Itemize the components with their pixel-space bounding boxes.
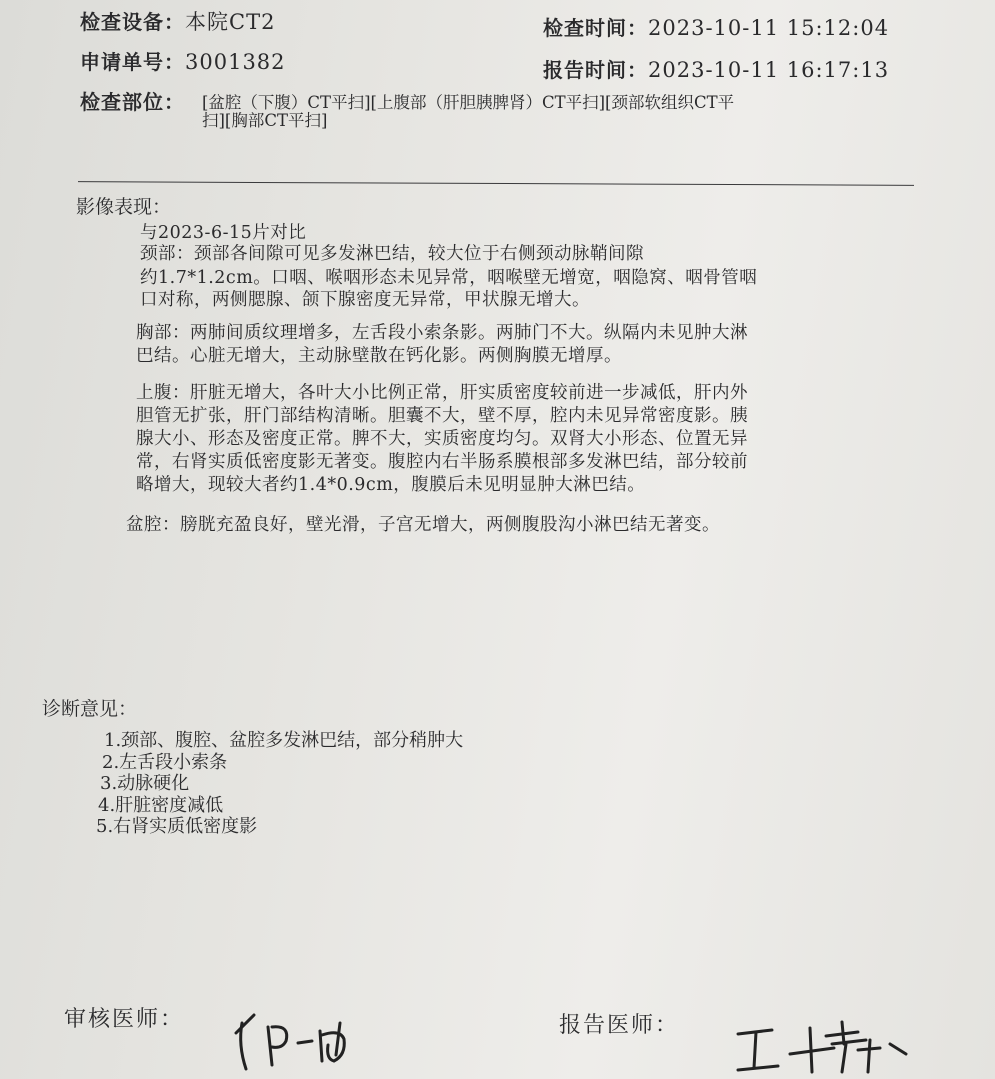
request-value: 3001382 <box>185 50 286 74</box>
exam-time-label: 检查时间： <box>543 16 648 40</box>
reviewer-signature <box>228 1005 388 1075</box>
neck-line-1: 颈部：颈部各间隙可见多发淋巴结，较大位于右侧颈动脉鞘间隙 <box>140 244 644 264</box>
diagnosis-item-5: 5.右肾实质低密度影 <box>96 816 258 837</box>
reporter-label: 报告医师： <box>559 1013 680 1038</box>
exam-time-row <box>543 12 889 41</box>
pelvis-line-1: 盆腔：膀胱充盈良好，壁光滑，子宫无增大，两侧腹股沟小淋巴结无著变。 <box>126 515 720 535</box>
request-row <box>80 46 286 75</box>
report-time-label: 报告时间： <box>543 58 648 82</box>
chest-line-2: 巴结。心脏无增大，主动脉壁散在钙化影。两侧胸膜无增厚。 <box>136 346 622 366</box>
findings-compare: 与2023-6-15片对比 <box>140 223 307 243</box>
device-row <box>80 6 275 36</box>
device-label: 检查设备： <box>80 10 185 34</box>
diagnosis-item-3: 3.动脉硬化 <box>100 773 190 794</box>
device-value: 本院CT2 <box>185 10 276 34</box>
diagnosis-item-2: 2.左舌段小索条 <box>102 752 228 773</box>
report-time-row <box>543 54 889 83</box>
reviewer-label: 审核医师： <box>64 1007 185 1032</box>
reporter-signature <box>730 1014 920 1076</box>
abdomen-line-3: 腺大小、形态及密度正常。脾不大，实质密度均匀。双肾大小形态、位置无异 <box>136 429 748 449</box>
findings-title: 影像表现： <box>76 196 172 218</box>
abdomen-line-2: 胆管无扩张，肝门部结构清晰。胆囊不大，壁不厚，腔内未见异常密度影。胰 <box>136 406 748 426</box>
request-label: 申请单号： <box>80 50 185 74</box>
abdomen-line-4: 常，右肾实质低密度影无著变。腹腔内右半肠系膜根部多发淋巴结，部分较前 <box>136 452 748 472</box>
exam-time-value: 2023-10-11 15:12:04 <box>648 16 890 40</box>
abdomen-line-5: 略增大，现较大者约1.4*0.9cm，腹膜后未见明显肿大淋巴结。 <box>136 475 646 495</box>
diagnosis-title: 诊断意见： <box>42 698 138 720</box>
neck-line-2: 约1.7*1.2cm。口咽、喉咽形态未见异常，咽喉壁无增宽，咽隐窝、咽骨管咽 <box>140 268 758 288</box>
report-time-value: 2023-10-11 16:17:13 <box>648 58 890 82</box>
part-value-line1: [盆腔（下腹）CT平扫][上腹部（肝胆胰脾肾）CT平扫][颈部软组织CT平 <box>202 93 735 112</box>
diagnosis-item-1: 1.颈部、腹腔、盆腔多发淋巴结，部分稍肿大 <box>104 730 464 751</box>
header-divider <box>78 181 914 186</box>
chest-line-1: 胸部：两肺间质纹理增多，左舌段小索条影。两肺门不大。纵隔内未见肿大淋 <box>136 323 748 343</box>
part-label: 检查部位： <box>80 90 185 114</box>
diagnosis-item-4: 4.肝脏密度减低 <box>98 795 224 816</box>
abdomen-line-1: 上腹：肝脏无增大，各叶大小比例正常，肝实质密度较前进一步减低，肝内外 <box>136 383 748 403</box>
part-value-line2: 扫][胸部CT平扫] <box>202 111 328 130</box>
neck-line-3: 口对称，两侧腮腺、颌下腺密度无异常，甲状腺无增大。 <box>140 290 590 310</box>
part-row <box>80 86 185 115</box>
